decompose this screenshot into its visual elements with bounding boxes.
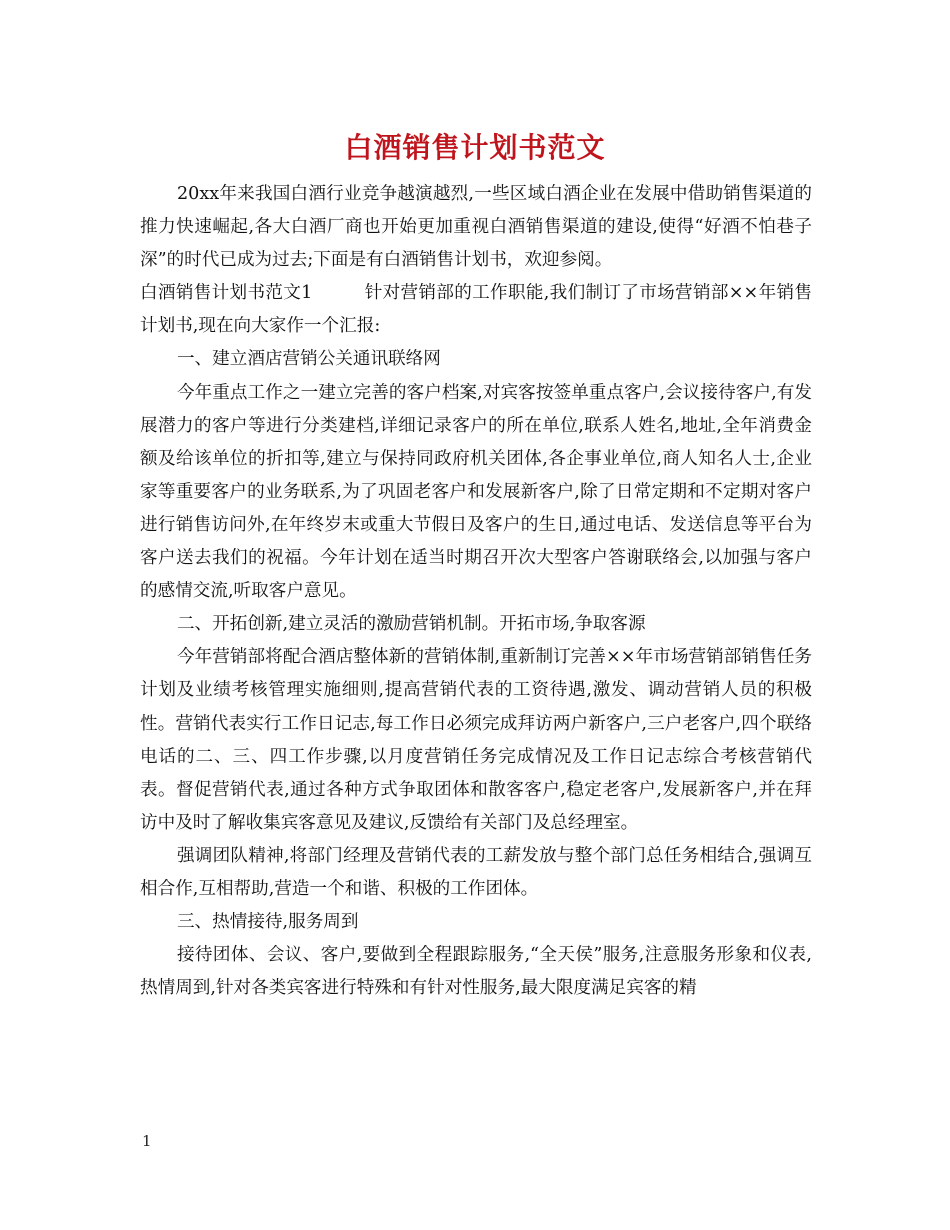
sample-intro-text: 针对营销部的工作职能,我们制订了市场营销部××年销售计划书,现在向大家作一个汇报: — [140, 283, 812, 337]
sample-label: 白酒销售计划书范文1 — [140, 283, 313, 304]
section-heading-1: 一、建立酒店营销公关通讯联络网 — [176, 349, 441, 370]
document-title: 白酒销售计划书范文 — [344, 131, 606, 164]
document-body — [140, 178, 812, 1005]
sample-intro-line — [140, 277, 812, 343]
intro-paragraph: 20xx年来我国白酒行业竞争越演越烈,一些区域白酒企业在发展中借助销售渠道的推力快速崛起,各大白酒厂商也开始更加重视白酒销售渠道的建设,使得“好酒不怕巷子深”的时代已成为过去;下面是有白酒销售计划书，欢迎参阅。 — [140, 184, 812, 271]
section-heading-2: 二、开拓创新,建立灵活的激励营销机制。开拓市场,争取客源 — [176, 614, 646, 635]
page-number: 1 — [142, 1132, 152, 1150]
section-heading-3: 三、热情接待,服务周到 — [176, 912, 359, 933]
section-2-paragraph-1: 今年营销部将配合酒店整体新的营销体制,重新制订完善××年市场营销部销售任务计划及业绩考核管理实施细则,提高营销代表的工资待遇,激发、调动营销人员的积极性。营销代表实行工作日记志,每工作日必须完成拜访两户新客户,三户老客户,四个联络电话的二、三、四工作步骤,以月度营销任务完成情况及工作日记志综合考核营销代表。督促营销代表,通过各种方式争取团体和散客客户,稳定老客户,发展新客户,并在拜访中及时了解收集宾客意见及建议,反馈给有关部门及总经理室。 — [140, 647, 812, 833]
section-2-paragraph-2: 强调团队精神,将部门经理及营销代表的工薪发放与整个部门总任务相结合,强调互相合作,互相帮助,营造一个和谐、积极的工作团体。 — [140, 845, 812, 899]
section-1-paragraph: 今年重点工作之一建立完善的客户档案,对宾客按签单重点客户,会议接待客户,有发展潜力的客户等进行分类建档,详细记录客户的所在单位,联系人姓名,地址,全年消费金额及给该单位的折扣等,建立与保持同政府机关团体,各企事业单位,商人知名人士,企业家等重要客户的业务联系,为了巩固老客户和发展新客户,除了日常定期和不定期对客户进行销售访问外,在年终岁末或重大节假日及客户的生日,通过电话、发送信息等平台为客户送去我们的祝福。今年计划在适当时期召开次大型客户答谢联络会,以加强与客户的感情交流,听取客户意见。 — [140, 382, 812, 602]
section-3-paragraph: 接待团体、会议、客户,要做到全程跟踪服务,“全天侯”服务,注意服务形象和仪表,热情周到,针对各类宾客进行特殊和有针对性服务,最大限度满足宾客的精 — [140, 945, 812, 999]
